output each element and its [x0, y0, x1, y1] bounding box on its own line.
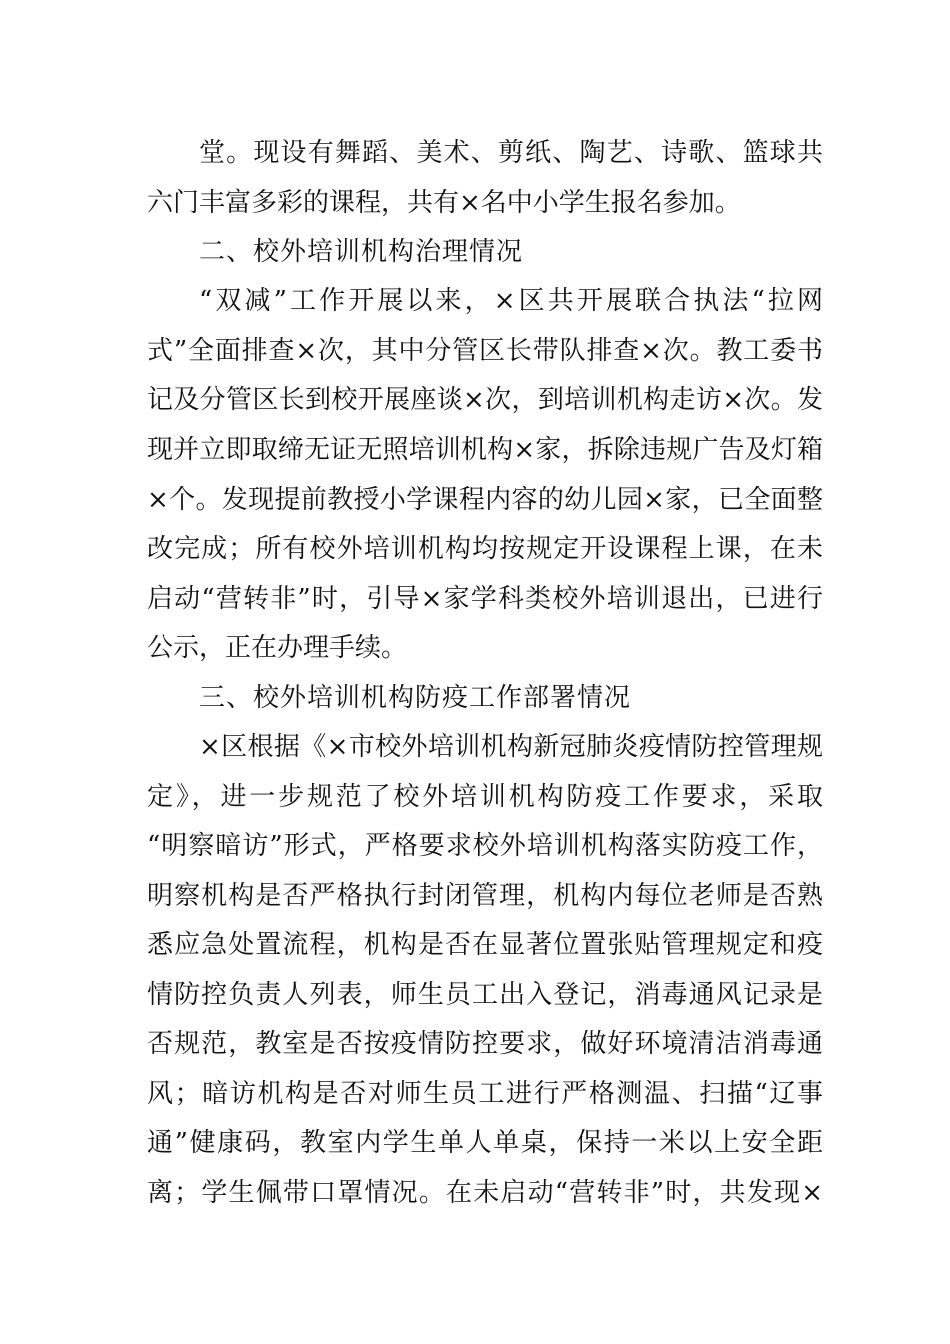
body-text-line: 改完成；所有校外培训机构均按规定开设课程上课，在未	[147, 534, 823, 564]
body-text-line: “双减”工作开展以来，×区共开展联合执法“拉网	[199, 286, 823, 316]
body-text-line: 定》，进一步规范了校外培训机构防疫工作要求，采取	[147, 782, 823, 812]
body-text-line: 公示，正在办理手续。	[147, 633, 408, 663]
body-text-line: ×区根据《×市校外培训机构新冠肺炎疫情防控管理规	[199, 732, 823, 762]
body-text-line: ×个。发现提前教授小学课程内容的幼儿园×家，已全面整	[147, 485, 823, 515]
body-text-line: 情防控负责人列表，师生员工出入登记，消毒通风记录是	[147, 980, 823, 1010]
body-text-line: 悉应急处置流程，机构是否在显著位置张贴管理规定和疫	[147, 930, 823, 960]
body-text-line: 否规范，教室是否按疫情防控要求，做好环境清洁消毒通	[147, 1029, 823, 1059]
body-text-line: 堂。现设有舞蹈、美术、剪纸、陶艺、诗歌、篮球共	[199, 138, 823, 168]
body-text-line: 式”全面排查×次，其中分管区长带队排查×次。教工委书	[147, 336, 823, 366]
body-text-line: 记及分管区长到校开展座谈×次，到培训机构走访×次。发	[147, 385, 823, 415]
body-text-line: 风；暗访机构是否对师生员工进行严格测温、扫描“辽事	[147, 1079, 823, 1109]
section-heading: 二、校外培训机构治理情况	[199, 237, 524, 267]
section-heading: 三、校外培训机构防疫工作部署情况	[199, 683, 632, 713]
body-text-line: 明察机构是否严格执行封闭管理，机构内每位老师是否熟	[147, 881, 823, 911]
body-text-line: “明察暗访”形式，严格要求校外培训机构落实防疫工作，	[147, 831, 823, 861]
body-text-line: 通”健康码，教室内学生单人单桌，保持一米以上安全距	[147, 1128, 823, 1158]
body-text-line: 启动“营转非”时，引导×家学科类校外培训退出，已进行	[147, 584, 823, 614]
body-text-line: 离；学生佩带口罩情况。在未启动“营转非”时，共发现×	[147, 1178, 823, 1208]
body-text-line: 现并立即取缔无证无照培训机构×家，拆除违规广告及灯箱	[147, 435, 823, 465]
body-text-line: 六门丰富多彩的课程，共有×名中小学生报名参加。	[147, 188, 741, 218]
